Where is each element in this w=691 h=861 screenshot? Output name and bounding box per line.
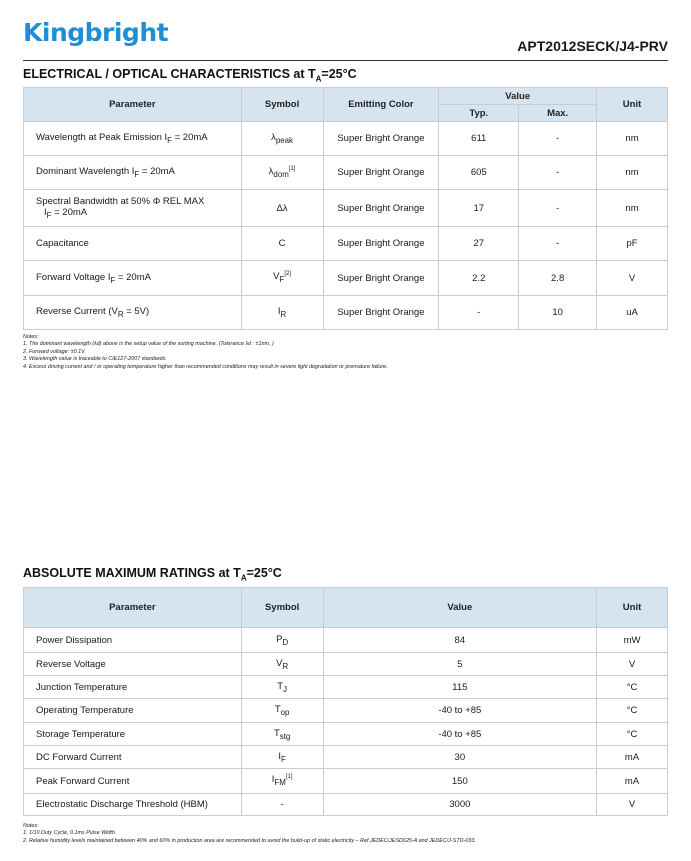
max-value-cell: 10 xyxy=(519,296,597,330)
unit-cell: V xyxy=(597,794,668,816)
symbol: V xyxy=(276,657,283,669)
absolute-notes xyxy=(23,823,476,845)
symbol-subscript: R xyxy=(282,661,289,671)
parameter-cell: Power Dissipation xyxy=(24,628,242,653)
parameter-cell: DC Forward Current xyxy=(24,746,242,769)
header-rule xyxy=(23,60,668,61)
header-value: Value xyxy=(439,88,597,105)
table-row xyxy=(24,794,668,816)
symbol-cell xyxy=(241,296,323,330)
parameter-cell: Electrostatic Discharge Threshold (HBM) xyxy=(24,794,242,816)
symbol-subscript: D xyxy=(282,637,289,647)
parameter-name: Capacitance xyxy=(36,238,89,249)
header-parameter: Parameter xyxy=(24,88,242,122)
header-symbol: Symbol xyxy=(241,88,323,122)
unit-cell: mA xyxy=(597,769,668,794)
symbol-cell xyxy=(241,746,323,769)
value-cell: -40 to +85 xyxy=(323,699,596,723)
unit-cell: mW xyxy=(597,628,668,653)
table-row xyxy=(24,676,668,699)
table-row xyxy=(24,746,668,769)
symbol-note-ref: [1] xyxy=(288,165,296,172)
table-row xyxy=(24,628,668,653)
note-line: 2. Forward voltage: ±0.1V. xyxy=(23,348,86,355)
table-row xyxy=(24,769,668,794)
unit-cell: nm xyxy=(597,122,668,156)
unit-cell: °C xyxy=(597,723,668,746)
note-line: Notes: xyxy=(23,823,39,829)
unit-cell: uA xyxy=(597,296,668,330)
note-line: 2. Relative humidity levels maintained between 40% and 60% in production area are recommended to avoid the build-up of static electricity – Ref JEDEC/JESD625-A and JEDEC/J-STD-033. xyxy=(23,837,476,844)
emitting-color-cell: Super Bright Orange xyxy=(323,227,439,261)
symbol-cell xyxy=(241,156,323,190)
emitting-color-cell: Super Bright Orange xyxy=(323,190,439,227)
parameter-name: Dominant Wavelength I xyxy=(36,166,135,178)
table-row xyxy=(24,261,668,296)
parameter-cell: Storage Temperature xyxy=(24,723,242,746)
parameter-subscript: R xyxy=(117,309,124,319)
symbol-cell xyxy=(241,676,323,699)
symbol-cell xyxy=(241,122,323,156)
parameter-condition: = 5V) xyxy=(123,306,150,318)
parameter-name: Reverse Current (V xyxy=(36,306,118,318)
emitting-color-cell: Super Bright Orange xyxy=(323,122,439,156)
unit-cell: mA xyxy=(597,746,668,769)
symbol-cell xyxy=(241,261,323,296)
symbol: T xyxy=(273,727,280,739)
max-value-cell: 2.8 xyxy=(519,261,597,296)
parameter-cell xyxy=(24,190,242,227)
symbol-subscript: F xyxy=(279,275,285,285)
symbol: I xyxy=(278,750,282,762)
symbol: T xyxy=(277,680,284,692)
max-value-cell: - xyxy=(519,190,597,227)
emitting-color-cell: Super Bright Orange xyxy=(323,296,439,330)
symbol: P xyxy=(276,633,283,645)
unit-cell: nm xyxy=(597,190,668,227)
max-value-cell: - xyxy=(519,122,597,156)
electrical-notes xyxy=(23,334,388,371)
symbol: Δλ xyxy=(276,202,288,214)
table-row xyxy=(24,699,668,723)
parameter-name: Forward Voltage I xyxy=(36,271,111,283)
parameter-line2-subscript: F xyxy=(46,210,52,220)
note-line: 1. 1/10 Duty Cycle, 0.1ms Pulse Width. xyxy=(23,830,117,837)
unit-cell: °C xyxy=(597,699,668,723)
abs-header-unit: Unit xyxy=(597,588,668,628)
symbol-subscript: F xyxy=(281,754,286,764)
table-row xyxy=(24,156,668,190)
abs-header-value: Value xyxy=(323,588,596,628)
parameter-condition: = 20mA xyxy=(115,271,151,283)
parameter-condition: = 20mA xyxy=(139,166,175,178)
unit-cell: pF xyxy=(597,227,668,261)
symbol-subscript: R xyxy=(280,309,287,319)
symbol: T xyxy=(274,704,281,716)
parameter-cell xyxy=(24,296,242,330)
value-cell: 115 xyxy=(323,676,596,699)
symbol: λ xyxy=(268,166,274,178)
symbol-cell xyxy=(241,769,323,794)
symbol: V xyxy=(273,271,280,283)
symbol-cell xyxy=(241,699,323,723)
value-cell: 150 xyxy=(323,769,596,794)
parameter-cell: Operating Temperature xyxy=(24,699,242,723)
typ-value-cell: 611 xyxy=(439,122,519,156)
symbol-cell xyxy=(241,723,323,746)
typ-value-cell: - xyxy=(439,296,519,330)
parameter-name: Spectral Bandwidth at 50% Φ REL MAX xyxy=(36,196,205,208)
parameter-cell xyxy=(24,156,242,190)
emitting-color-cell: Super Bright Orange xyxy=(323,156,439,190)
parameter-name: Wavelength at Peak Emission I xyxy=(36,132,168,144)
parameter-cell: Peak Forward Current xyxy=(24,769,242,794)
symbol-subscript: dom xyxy=(273,170,289,180)
typ-value-cell: 2.2 xyxy=(439,261,519,296)
parameter-cell xyxy=(24,227,242,261)
symbol-subscript: FM xyxy=(274,778,286,788)
parameter-cell: Junction Temperature xyxy=(24,676,242,699)
symbol-cell xyxy=(241,794,323,816)
table-row xyxy=(24,653,668,676)
abs-header-parameter: Parameter xyxy=(24,588,242,628)
abs-header-symbol: Symbol xyxy=(241,588,323,628)
symbol-cell xyxy=(241,628,323,653)
max-value-cell: - xyxy=(519,156,597,190)
table-row xyxy=(24,723,668,746)
parameter-subscript: F xyxy=(110,275,116,285)
symbol-subscript: J xyxy=(283,684,287,694)
value-cell: 3000 xyxy=(323,794,596,816)
kingbright-logo: Kingbright xyxy=(23,18,169,47)
symbol-subscript: stg xyxy=(279,731,291,741)
parameter-cell xyxy=(24,122,242,156)
header-emitting-color: Emitting Color xyxy=(323,88,439,122)
electrical-section-title: ELECTRICAL / OPTICAL CHARACTERISTICS at $T_A=25^\circ C$ xyxy=(23,67,357,84)
parameter-line2-condition: = 20mA xyxy=(51,207,88,219)
note-line: 1. The dominant wavelength (λd) above is the setup value of the sorting machine. (Tolerance λd : ±1nm. ) xyxy=(23,341,274,348)
value-cell: 30 xyxy=(323,746,596,769)
header-max: Max. xyxy=(519,105,597,122)
typ-value-cell: 27 xyxy=(439,227,519,261)
unit-cell: °C xyxy=(597,676,668,699)
symbol-note-ref: [1] xyxy=(285,774,293,781)
symbol: λ xyxy=(271,132,276,144)
parameter-cell xyxy=(24,261,242,296)
symbol-cell xyxy=(241,190,323,227)
table-row xyxy=(24,122,668,156)
symbol-note-ref: [2] xyxy=(284,271,291,278)
absolute-ratings-table xyxy=(23,587,668,816)
note-line: Notes: xyxy=(23,334,39,340)
symbol: - xyxy=(280,799,284,810)
typ-value-cell: 17 xyxy=(439,190,519,227)
electrical-table xyxy=(23,87,668,330)
header-unit: Unit xyxy=(597,88,668,122)
value-cell: 5 xyxy=(323,653,596,676)
value-cell: 84 xyxy=(323,628,596,653)
symbol: I xyxy=(271,774,275,786)
parameter-cell: Reverse Voltage xyxy=(24,653,242,676)
header-typ: Typ. xyxy=(439,105,519,122)
symbol-cell xyxy=(241,653,323,676)
value-cell: -40 to +85 xyxy=(323,723,596,746)
symbol-cell xyxy=(241,227,323,261)
parameter-condition: = 20mA xyxy=(171,132,208,144)
symbol: I xyxy=(277,306,281,318)
unit-cell: V xyxy=(597,261,668,296)
emitting-color-cell: Super Bright Orange xyxy=(323,261,439,296)
max-value-cell: - xyxy=(519,227,597,261)
typ-value-cell: 605 xyxy=(439,156,519,190)
table-row xyxy=(24,296,668,330)
part-number: APT2012SECK/J4-PRV xyxy=(517,38,668,54)
parameter-subscript: F xyxy=(167,135,172,145)
note-line: 3. Wavelength value is traceable to CIE127-2007 standards. xyxy=(23,356,167,363)
unit-cell: nm xyxy=(597,156,668,190)
note-line: 4. Excess driving current and / or operating temperature higher than recommended conditions may result in severe light degradation or premature failure. xyxy=(23,363,388,370)
absolute-section-title: ABSOLUTE MAXIMUM RATINGS at $T_A=25^\circ C$ xyxy=(23,566,282,583)
symbol-subscript: op xyxy=(280,707,290,717)
parameter-subscript: F xyxy=(134,169,140,179)
symbol: C xyxy=(278,238,286,249)
table-row xyxy=(24,227,668,261)
symbol-subscript: peak xyxy=(275,135,294,145)
unit-cell: V xyxy=(597,653,668,676)
table-row xyxy=(24,190,668,227)
parameter-line2 xyxy=(36,207,87,218)
parameter-line2-text: I xyxy=(44,207,47,219)
